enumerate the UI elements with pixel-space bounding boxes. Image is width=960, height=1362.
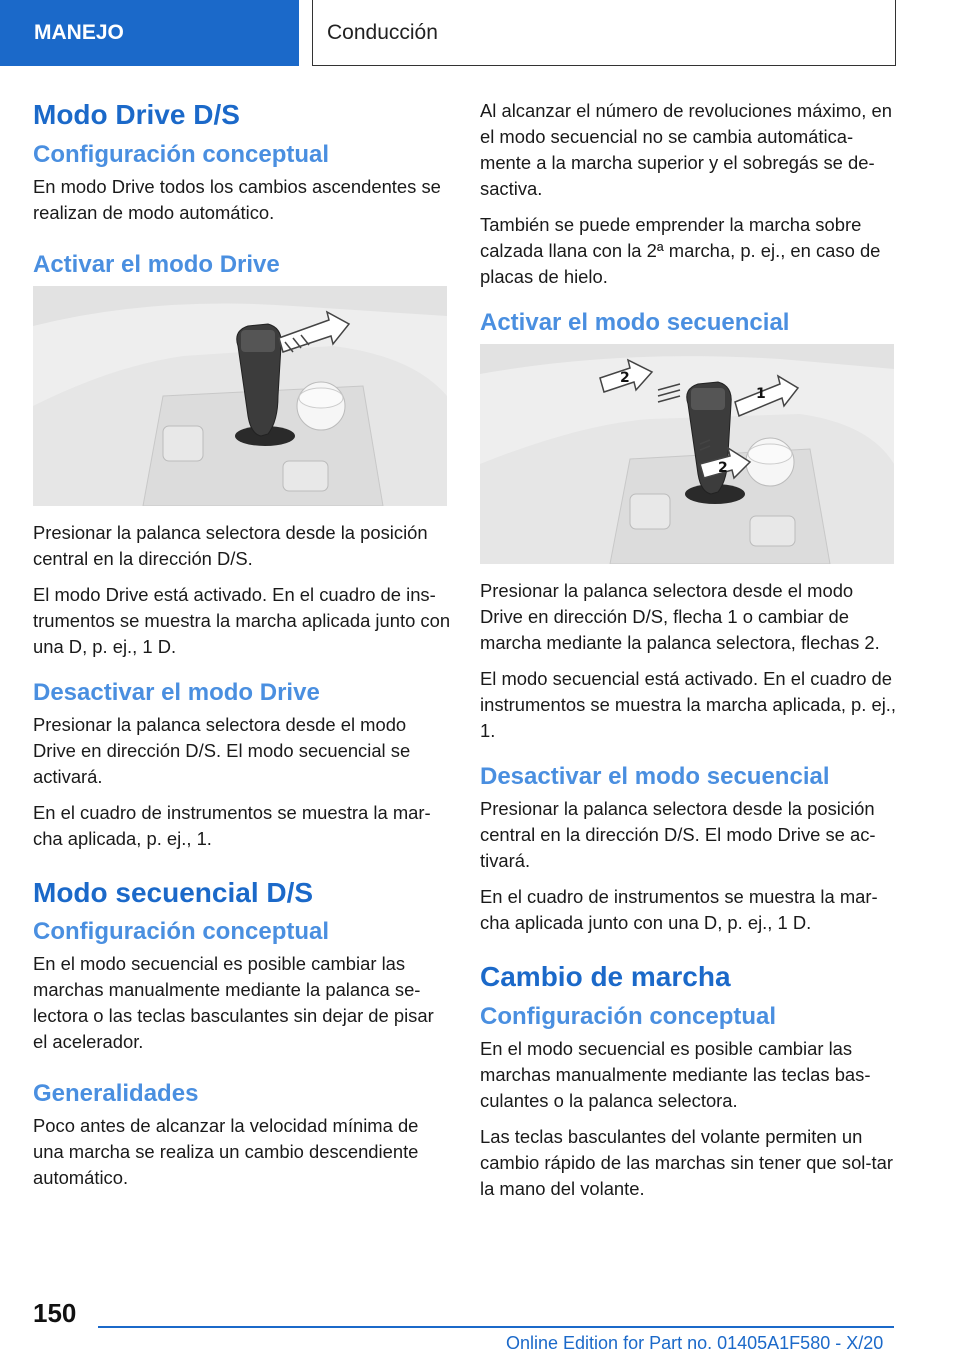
heading-concept-3: Configuración conceptual — [480, 1002, 777, 1030]
heading-sequential-mode: Modo secuencial D/S — [33, 876, 314, 908]
label-arrow-1: 1 — [756, 386, 766, 402]
page-number: 150 — [33, 1298, 77, 1328]
paragraph-drive-active: El modo Drive está activado. En el cuadro de ins-trumentos se muestra la marcha aplicada junto con una D, p. ej., 1 D. — [33, 583, 451, 657]
heading-concept-1: Configuración conceptual — [33, 140, 330, 168]
paragraph-press-drive: Presionar la palanca selectora desde el modo Drive en dirección D/S, flecha 1 o cambiar de marcha mediante la palanca selectora, flechas 2. — [480, 580, 880, 653]
heading-deactivate-sequential: Desactivar el modo secuencial — [480, 763, 830, 790]
label-arrow-2-top: 2 — [620, 370, 630, 386]
figure-gear-selector-sequential — [480, 344, 894, 564]
paragraph-gear-shown: En el cuadro de instrumentos se muestra la mar-cha aplicada, p. ej., 1. — [33, 801, 431, 849]
paragraph-second-gear: También se puede emprender la marcha sobre calzada llana con la 2ª marcha, p. ej., en caso de placas de hielo. — [480, 214, 881, 287]
section-label: MANEJO — [34, 21, 124, 44]
paragraph-press-center: Presionar la palanca selectora desde la posición central en la dirección D/S. — [33, 521, 428, 569]
heading-activate-sequential: Activar el modo secuencial — [480, 309, 790, 336]
label-arrow-2-bottom: 2 — [718, 460, 728, 476]
paragraph-deactivate-drive: Presionar la palanca selectora desde el modo Drive en dirección D/S. El modo secuencial se activará. — [33, 713, 411, 787]
heading-activate-drive: Activar el modo Drive — [33, 250, 280, 278]
paragraph-gear-shown-2: En el cuadro de instrumentos se muestra la mar-cha aplicada junto con una D, p. ej., 1 D. — [480, 886, 878, 933]
section-tab — [0, 0, 299, 66]
figure-gear-selector-drive — [33, 286, 447, 506]
right-column — [480, 98, 898, 1212]
paragraph-concept-1: En modo Drive todos los cambios ascendentes se realizan de modo automático. — [33, 175, 441, 223]
paragraph-max-rev: Al alcanzar el número de revoluciones máximo, en el modo secuencial no se cambia automática-mente a la marcha superior y el sobregás se de-sactiva. — [480, 100, 892, 199]
left-column — [33, 98, 451, 1201]
heading-concept-2: Configuración conceptual — [33, 918, 330, 946]
paragraph-concept-3: En el modo secuencial es posible cambiar las marchas manualmente mediante las teclas bas-culantes o la palanca selectora. — [480, 1037, 871, 1111]
heading-general: Generalidades — [33, 1080, 199, 1108]
chapter-title-text: Conducción — [327, 20, 438, 44]
heading-deactivate-drive: Desactivar el modo Drive — [33, 678, 320, 706]
heading-gear-change: Cambio de marcha — [480, 961, 731, 992]
paragraph-concept-2: En el modo secuencial es posible cambiar las marchas manualmente mediante la palanca se-lectora o las teclas basculantes sin dejar de pisar el acelerador. — [33, 953, 434, 1053]
paragraph-deactivate-seq: Presionar la palanca selectora desde la posición central en la dirección D/S. El modo Drive se ac-tivará. — [480, 798, 876, 871]
footer-divider — [98, 1326, 894, 1328]
heading-drive-mode: Modo Drive D/S — [33, 99, 240, 130]
paragraph-seq-active: El modo secuencial está activado. En el cuadro de instrumentos se muestra la marcha aplicada, p. ej., 1. — [480, 668, 897, 741]
paragraph-general: Poco antes de alcanzar la velocidad mínima de una marcha se realiza un cambio descendiente automático. — [33, 1115, 419, 1189]
paragraph-paddles: Las teclas basculantes del volante permiten un cambio rápido de las marchas sin tener que sol-tar la mano del volante. — [480, 1125, 893, 1199]
gear-selector-drive-illustration — [33, 286, 447, 506]
footer-edition: Online Edition for Part no. 01405A1F580 - X/20 — [506, 1333, 884, 1353]
gear-selector-sequential-illustration — [480, 344, 894, 564]
chapter-title — [312, 0, 896, 66]
